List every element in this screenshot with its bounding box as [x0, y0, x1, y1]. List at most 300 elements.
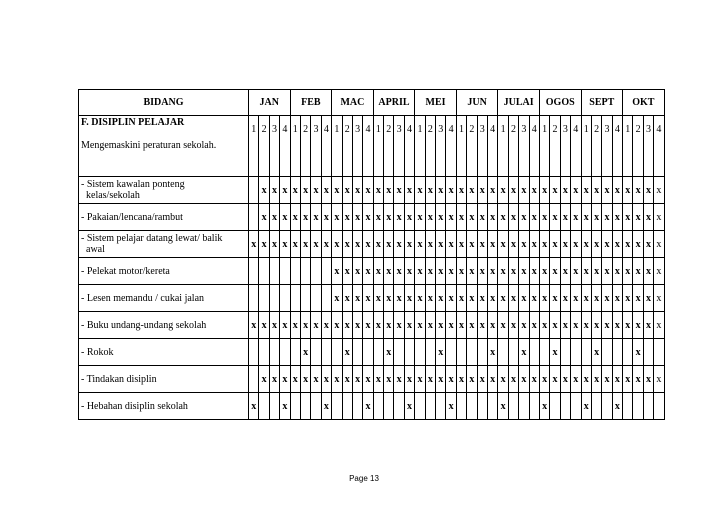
schedule-cell: x	[529, 285, 539, 312]
schedule-cell: x	[550, 339, 560, 366]
schedule-cell: x	[581, 312, 591, 339]
schedule-cell: x	[623, 231, 633, 258]
schedule-cell	[643, 393, 653, 420]
header-month: OKT	[623, 90, 665, 116]
table-row	[79, 285, 665, 312]
schedule-cell: x	[550, 285, 560, 312]
schedule-cell	[249, 339, 259, 366]
schedule-cell: x	[560, 204, 570, 231]
schedule-cell: x	[550, 231, 560, 258]
schedule-cell: x	[571, 177, 581, 204]
schedule-cell: x	[519, 258, 529, 285]
schedule-cell	[487, 393, 497, 420]
schedule-cell	[477, 339, 487, 366]
schedule-cell	[602, 339, 612, 366]
schedule-cell: x	[425, 312, 435, 339]
schedule-cell: x	[394, 204, 404, 231]
schedule-cell: x	[591, 204, 601, 231]
schedule-cell: x	[280, 231, 290, 258]
schedule-cell: x	[623, 204, 633, 231]
schedule-cell: x	[352, 204, 362, 231]
schedule-cell: x	[446, 312, 456, 339]
schedule-cell: x	[456, 312, 466, 339]
schedule-cell: x	[321, 312, 331, 339]
row-label	[79, 204, 249, 231]
header-month: MEI	[415, 90, 457, 116]
schedule-cell: x	[560, 312, 570, 339]
header-month: JAN	[249, 90, 291, 116]
week-number: 1	[332, 116, 342, 177]
schedule-cell: x	[560, 177, 570, 204]
schedule-cell	[477, 393, 487, 420]
schedule-cell: x	[654, 258, 664, 285]
header-month: MAC	[332, 90, 374, 116]
schedule-cell: x	[591, 177, 601, 204]
schedule-cell: x	[602, 312, 612, 339]
schedule-cell: x	[519, 366, 529, 393]
schedule-cell: x	[560, 285, 570, 312]
schedule-cell: x	[498, 393, 508, 420]
row-label	[79, 312, 249, 339]
schedule-cell: x	[352, 285, 362, 312]
schedule-cell: x	[571, 204, 581, 231]
week-number: 1	[249, 116, 259, 177]
schedule-cell: x	[249, 231, 259, 258]
schedule-cell: x	[643, 366, 653, 393]
schedule-cell: x	[467, 366, 477, 393]
schedule-cell: x	[436, 285, 446, 312]
schedule-cell: x	[560, 366, 570, 393]
schedule-cell: x	[394, 312, 404, 339]
schedule-cell: x	[436, 204, 446, 231]
schedule-cell: x	[539, 393, 549, 420]
schedule-cell: x	[342, 366, 352, 393]
schedule-cell	[249, 204, 259, 231]
week-number: 2	[259, 116, 269, 177]
schedule-cell: x	[394, 366, 404, 393]
schedule-cell: x	[456, 231, 466, 258]
schedule-cell: x	[446, 258, 456, 285]
table-row	[79, 204, 665, 231]
schedule-cell: x	[519, 285, 529, 312]
schedule-cell: x	[612, 285, 622, 312]
schedule-cell: x	[384, 339, 394, 366]
schedule-cell: x	[602, 204, 612, 231]
schedule-cell: x	[519, 312, 529, 339]
schedule-cell: x	[446, 366, 456, 393]
schedule-cell: x	[623, 285, 633, 312]
schedule-cell	[280, 285, 290, 312]
row-label	[79, 285, 249, 312]
schedule-cell: x	[300, 366, 310, 393]
row-label-line: - Hebahan disiplin sekolah	[81, 400, 188, 412]
schedule-cell	[280, 258, 290, 285]
schedule-cell: x	[321, 231, 331, 258]
schedule-cell	[539, 339, 549, 366]
row-label	[79, 393, 249, 420]
header-month: APRIL	[373, 90, 415, 116]
schedule-cell: x	[415, 258, 425, 285]
schedule-cell: x	[415, 177, 425, 204]
schedule-cell: x	[259, 231, 269, 258]
schedule-cell: x	[498, 204, 508, 231]
schedule-cell: x	[249, 393, 259, 420]
schedule-cell: x	[425, 177, 435, 204]
schedule-cell: x	[394, 231, 404, 258]
schedule-cell: x	[529, 312, 539, 339]
table-row	[79, 231, 665, 258]
schedule-cell: x	[591, 231, 601, 258]
week-number: 3	[436, 116, 446, 177]
schedule-cell: x	[446, 393, 456, 420]
schedule-cell: x	[311, 231, 321, 258]
schedule-cell	[623, 339, 633, 366]
table-row	[79, 312, 665, 339]
schedule-cell: x	[415, 285, 425, 312]
schedule-cell	[352, 339, 362, 366]
schedule-cell: x	[612, 204, 622, 231]
schedule-cell: x	[477, 231, 487, 258]
schedule-cell	[290, 393, 300, 420]
schedule-cell: x	[591, 285, 601, 312]
schedule-cell: x	[342, 177, 352, 204]
schedule-cell: x	[404, 204, 414, 231]
schedule-cell	[290, 285, 300, 312]
schedule-cell	[269, 285, 279, 312]
week-number: 3	[311, 116, 321, 177]
schedule-cell: x	[446, 177, 456, 204]
week-number: 2	[633, 116, 643, 177]
schedule-cell: x	[384, 204, 394, 231]
schedule-cell	[259, 393, 269, 420]
schedule-cell: x	[259, 366, 269, 393]
schedule-cell	[529, 339, 539, 366]
schedule-cell	[643, 339, 653, 366]
schedule-cell: x	[332, 177, 342, 204]
row-label-line: - Pakaian/lencana/rambut	[81, 211, 183, 223]
schedule-cell: x	[581, 393, 591, 420]
schedule-cell: x	[519, 177, 529, 204]
schedule-cell	[415, 393, 425, 420]
schedule-cell	[300, 393, 310, 420]
schedule-cell: x	[654, 366, 664, 393]
schedule-cell: x	[300, 231, 310, 258]
schedule-cell: x	[529, 258, 539, 285]
schedule-cell: x	[487, 258, 497, 285]
schedule-cell: x	[352, 312, 362, 339]
week-number: 4	[446, 116, 456, 177]
schedule-cell: x	[654, 231, 664, 258]
schedule-cell: x	[477, 312, 487, 339]
schedule-cell: x	[352, 231, 362, 258]
schedule-cell: x	[560, 258, 570, 285]
schedule-cell	[249, 366, 259, 393]
schedule-cell: x	[404, 366, 414, 393]
week-number: 2	[550, 116, 560, 177]
schedule-cell: x	[519, 339, 529, 366]
schedule-cell	[269, 258, 279, 285]
schedule-cell	[352, 393, 362, 420]
week-number: 3	[643, 116, 653, 177]
schedule-cell: x	[623, 312, 633, 339]
schedule-cell: x	[446, 285, 456, 312]
schedule-cell: x	[415, 204, 425, 231]
schedule-cell	[311, 393, 321, 420]
header-month: JULAI	[498, 90, 540, 116]
schedule-cell: x	[498, 258, 508, 285]
header-bidang: BIDANG	[79, 90, 249, 116]
table-row	[79, 177, 665, 204]
schedule-cell: x	[290, 312, 300, 339]
schedule-cell: x	[487, 204, 497, 231]
week-number: 4	[487, 116, 497, 177]
schedule-cell: x	[654, 177, 664, 204]
schedule-cell: x	[300, 204, 310, 231]
schedule-cell: x	[591, 312, 601, 339]
week-number: 1	[415, 116, 425, 177]
schedule-cell: x	[581, 231, 591, 258]
schedule-cell: x	[269, 204, 279, 231]
schedule-cell	[394, 393, 404, 420]
schedule-cell	[571, 393, 581, 420]
schedule-cell: x	[456, 177, 466, 204]
schedule-cell: x	[269, 366, 279, 393]
row-label	[79, 366, 249, 393]
week-number: 3	[519, 116, 529, 177]
row-label-line: - Tindakan disiplin	[81, 373, 157, 385]
schedule-cell	[300, 285, 310, 312]
schedule-cell: x	[571, 285, 581, 312]
week-number: 1	[623, 116, 633, 177]
schedule-cell	[612, 339, 622, 366]
schedule-cell: x	[311, 366, 321, 393]
row-label-line: - Sistem pelajar datang lewat/ balik	[81, 233, 223, 244]
schedule-cell: x	[529, 231, 539, 258]
schedule-cell	[290, 258, 300, 285]
schedule-cell: x	[269, 177, 279, 204]
schedule-cell	[300, 258, 310, 285]
week-number: 2	[384, 116, 394, 177]
schedule-cell: x	[571, 231, 581, 258]
schedule-cell: x	[550, 204, 560, 231]
week-number: 4	[280, 116, 290, 177]
schedule-cell: x	[404, 393, 414, 420]
schedule-cell: x	[456, 258, 466, 285]
schedule-cell	[456, 339, 466, 366]
week-number: 2	[591, 116, 601, 177]
schedule-cell: x	[643, 312, 653, 339]
schedule-cell: x	[477, 285, 487, 312]
schedule-cell	[259, 339, 269, 366]
spacer	[81, 128, 248, 140]
schedule-cell: x	[384, 258, 394, 285]
schedule-cell: x	[643, 177, 653, 204]
schedule-cell: x	[633, 177, 643, 204]
schedule-cell: x	[571, 366, 581, 393]
header-month: SEPT	[581, 90, 623, 116]
schedule-cell: x	[602, 285, 612, 312]
schedule-cell	[249, 285, 259, 312]
schedule-cell: x	[487, 312, 497, 339]
schedule-cell: x	[612, 258, 622, 285]
schedule-cell: x	[404, 258, 414, 285]
schedule-cell: x	[363, 177, 373, 204]
schedule-cell: x	[498, 231, 508, 258]
row-label-line: kelas/sekolah	[81, 190, 140, 201]
schedule-cell	[602, 393, 612, 420]
schedule-cell	[436, 393, 446, 420]
week-number: 1	[373, 116, 383, 177]
schedule-cell	[363, 339, 373, 366]
schedule-cell: x	[550, 258, 560, 285]
header-month: FEB	[290, 90, 332, 116]
schedule-cell: x	[581, 204, 591, 231]
schedule-cell: x	[623, 366, 633, 393]
schedule-cell: x	[591, 258, 601, 285]
schedule-cell: x	[373, 366, 383, 393]
schedule-cell: x	[508, 258, 518, 285]
schedule-cell: x	[539, 177, 549, 204]
schedule-cell	[290, 339, 300, 366]
schedule-cell	[332, 393, 342, 420]
schedule-cell: x	[467, 285, 477, 312]
schedule-cell: x	[342, 339, 352, 366]
schedule-cell: x	[467, 258, 477, 285]
schedule-cell: x	[290, 204, 300, 231]
schedule-cell: x	[571, 312, 581, 339]
week-number: 2	[467, 116, 477, 177]
schedule-cell: x	[643, 258, 653, 285]
schedule-cell: x	[373, 177, 383, 204]
row-label	[79, 231, 249, 258]
schedule-cell	[249, 258, 259, 285]
schedule-cell: x	[529, 366, 539, 393]
schedule-cell: x	[477, 258, 487, 285]
schedule-table	[78, 89, 665, 420]
schedule-cell: x	[487, 285, 497, 312]
week-number: 4	[612, 116, 622, 177]
schedule-cell: x	[363, 231, 373, 258]
schedule-cell: x	[467, 312, 477, 339]
schedule-cell: x	[560, 231, 570, 258]
week-number: 3	[560, 116, 570, 177]
header-row	[79, 90, 665, 116]
week-number: 2	[508, 116, 518, 177]
schedule-cell: x	[612, 366, 622, 393]
schedule-cell: x	[539, 258, 549, 285]
schedule-cell	[311, 285, 321, 312]
schedule-cell: x	[571, 258, 581, 285]
schedule-cell	[373, 393, 383, 420]
schedule-cell: x	[498, 366, 508, 393]
schedule-cell: x	[394, 177, 404, 204]
schedule-cell: x	[373, 285, 383, 312]
schedule-cell: x	[591, 366, 601, 393]
schedule-cell: x	[280, 204, 290, 231]
schedule-cell: x	[539, 312, 549, 339]
week-number: 4	[571, 116, 581, 177]
week-number: 3	[602, 116, 612, 177]
schedule-cell	[311, 258, 321, 285]
schedule-cell: x	[352, 177, 362, 204]
schedule-cell: x	[280, 393, 290, 420]
week-number: 3	[394, 116, 404, 177]
schedule-cell: x	[321, 366, 331, 393]
schedule-cell	[633, 393, 643, 420]
schedule-cell	[384, 393, 394, 420]
schedule-cell: x	[602, 231, 612, 258]
schedule-cell: x	[311, 177, 321, 204]
schedule-cell: x	[259, 204, 269, 231]
schedule-cell: x	[415, 366, 425, 393]
schedule-cell	[332, 339, 342, 366]
row-label-line: - Sistem kawalan ponteng	[81, 179, 185, 190]
week-number: 1	[581, 116, 591, 177]
schedule-cell: x	[373, 231, 383, 258]
schedule-cell: x	[384, 177, 394, 204]
schedule-cell	[467, 339, 477, 366]
schedule-cell: x	[654, 312, 664, 339]
schedule-cell: x	[436, 366, 446, 393]
schedule-cell	[269, 339, 279, 366]
schedule-cell: x	[487, 231, 497, 258]
row-label	[79, 339, 249, 366]
schedule-cell: x	[436, 258, 446, 285]
row-label-line: - Pelekat motor/kereta	[81, 265, 170, 277]
schedule-cell: x	[487, 366, 497, 393]
schedule-cell: x	[373, 312, 383, 339]
schedule-cell: x	[487, 177, 497, 204]
week-number: 3	[269, 116, 279, 177]
schedule-cell: x	[259, 177, 269, 204]
schedule-cell: x	[249, 312, 259, 339]
section-cell	[79, 116, 249, 177]
schedule-cell: x	[519, 204, 529, 231]
schedule-cell: x	[436, 312, 446, 339]
schedule-cell: x	[404, 231, 414, 258]
schedule-cell: x	[373, 258, 383, 285]
schedule-cell: x	[384, 312, 394, 339]
schedule-cell	[311, 339, 321, 366]
schedule-cell: x	[280, 366, 290, 393]
schedule-cell: x	[498, 177, 508, 204]
schedule-cell: x	[467, 231, 477, 258]
schedule-cell: x	[269, 231, 279, 258]
schedule-cell: x	[363, 366, 373, 393]
schedule-cell: x	[342, 312, 352, 339]
schedule-cell: x	[384, 366, 394, 393]
schedule-cell: x	[633, 258, 643, 285]
schedule-cell: x	[581, 285, 591, 312]
schedule-cell	[456, 393, 466, 420]
schedule-cell	[508, 393, 518, 420]
schedule-cell	[259, 258, 269, 285]
schedule-cell: x	[591, 339, 601, 366]
schedule-cell: x	[384, 231, 394, 258]
schedule-cell: x	[332, 204, 342, 231]
table-row	[79, 393, 665, 420]
schedule-cell: x	[384, 285, 394, 312]
schedule-cell: x	[363, 312, 373, 339]
row-label-line: awal	[81, 244, 105, 255]
schedule-cell	[446, 339, 456, 366]
schedule-cell: x	[550, 366, 560, 393]
header-month: JUN	[456, 90, 498, 116]
schedule-cell: x	[436, 177, 446, 204]
schedule-cell: x	[456, 204, 466, 231]
schedule-cell: x	[602, 177, 612, 204]
schedule-cell: x	[332, 231, 342, 258]
